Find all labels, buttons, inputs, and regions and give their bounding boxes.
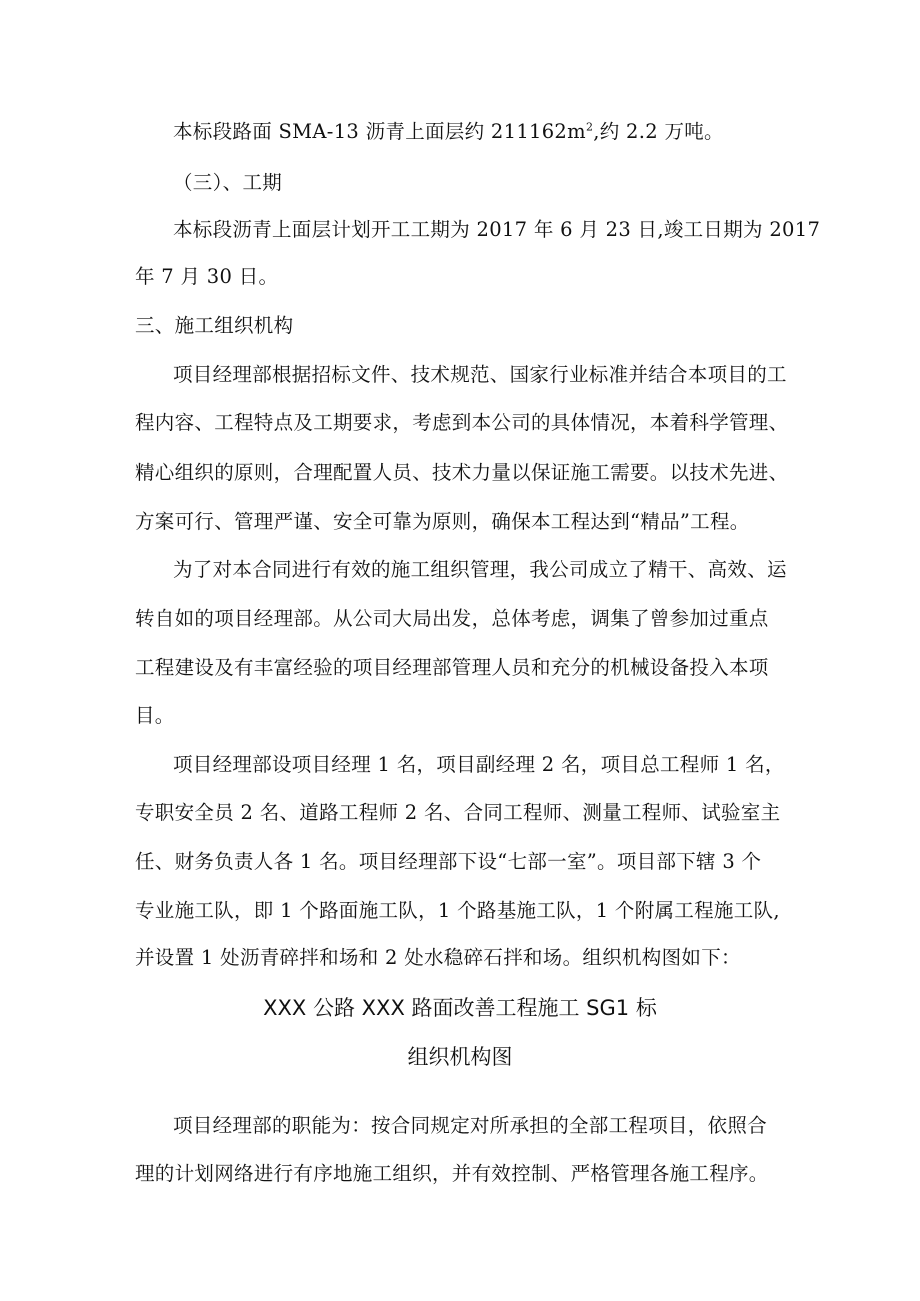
paragraph-staffing-line-4: 专业施工队，即 1 个路面施工队，1 个路基施工队，1 个附属工程施工队,: [135, 899, 780, 922]
paragraph-principles-line-1: 项目经理部根据招标文件、技术规范、国家行业标准并结合本项目的工: [173, 363, 787, 386]
heading-organization: 三、施工组织机构: [135, 314, 294, 337]
paragraph-functions-line-2: 理的计划网络进行有序地施工组织，并有效控制、严格管理各施工程序。: [135, 1162, 769, 1185]
asphalt-quantity-text: 本标段路面 SMA-13 沥青上面层约 211162m: [173, 120, 586, 143]
paragraph-asphalt-quantity: [173, 120, 724, 144]
square-superscript: 2: [585, 120, 594, 134]
paragraph-department-line-4: 目。: [135, 704, 175, 727]
paragraph-principles-line-2: 程内容、工程特点及工期要求，考虑到本公司的具体情况，本着科学管理、: [135, 411, 789, 434]
paragraph-principles-line-3: 精心组织的原则，合理配置人员、技术力量以保证施工需要。以技术先进、: [135, 461, 789, 484]
paragraph-department-line-3: 工程建设及有丰富经验的项目经理部管理人员和充分的机械设备投入本项: [135, 656, 769, 679]
paragraph-schedule-line-1: 本标段沥青上面层计划开工工期为 2017 年 6 月 23 日,竣工日期为 2017: [173, 218, 821, 241]
paragraph-functions-line-1: 项目经理部的职能为：按合同规定对所承担的全部工程项目，依照合: [173, 1114, 768, 1137]
org-chart-title-line-2: 组织机构图: [407, 1045, 513, 1069]
paragraph-schedule-line-2: 年 7 月 30 日。: [135, 265, 279, 288]
paragraph-department-line-1: 为了对本合同进行有效的施工组织管理，我公司成立了精干、高效、运: [173, 558, 787, 581]
paragraph-department-line-2: 转自如的项目经理部。从公司大局出发，总体考虑，调集了曾参加过重点: [135, 607, 769, 630]
paragraph-staffing-line-1: 项目经理部设项目经理 1 名，项目副经理 2 名，项目总工程师 1 名，: [173, 753, 785, 776]
paragraph-principles-line-4: 方案可行、管理严谨、安全可靠为原则，确保本工程达到“精品”工程。: [135, 510, 750, 533]
paragraph-staffing-line-3: 任、财务负责人各 1 名。项目经理部下设“七部一室”。项目部下辖 3 个: [135, 850, 762, 873]
org-chart-title-line-1: XXX 公路 XXX 路面改善工程施工 SG1 标: [263, 996, 657, 1020]
heading-schedule: （三）、工期: [173, 171, 283, 194]
paragraph-staffing-line-2: 专职安全员 2 名、道路工程师 2 名、合同工程师、测量工程师、试验室主: [135, 801, 781, 824]
asphalt-tonnage-text: ,约 2.2 万吨。: [593, 120, 724, 143]
paragraph-staffing-line-5: 并设置 1 处沥青碎拌和场和 2 处水稳碎石拌和场。组织机构图如下：: [135, 946, 741, 969]
